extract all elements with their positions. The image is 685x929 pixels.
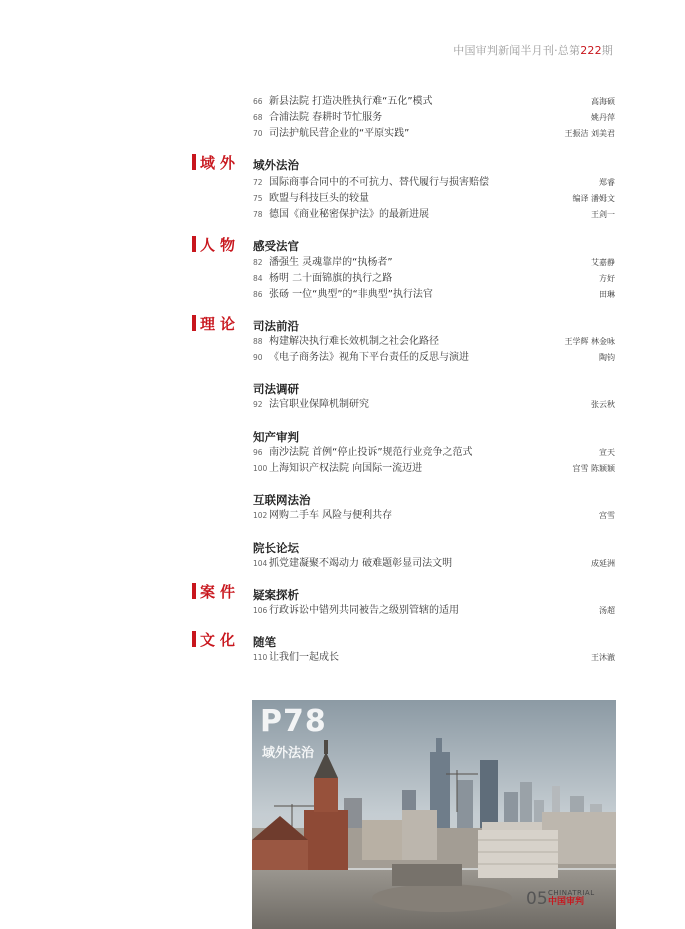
entry-author: 王剑一 — [591, 210, 615, 219]
entry-author: 宣天 — [599, 448, 615, 457]
photo-subtitle: 域外法治 — [262, 746, 315, 761]
section-title: 随笔 — [253, 635, 276, 649]
category-bar — [192, 631, 196, 647]
section-title: 互联网法治 — [253, 493, 311, 507]
issue-number: 222 — [580, 44, 602, 57]
entry-title: 合浦法院 春耕时节忙服务 — [269, 112, 383, 123]
toc-entry[interactable] — [253, 207, 615, 223]
entry-author: 方好 — [599, 274, 615, 283]
logo-line2: 中国审判 — [548, 897, 585, 907]
category-anjian: 案件 — [192, 583, 240, 601]
entry-author: 艾嘉静 — [591, 258, 615, 267]
page-ref: 82 — [253, 258, 263, 267]
toc-entry[interactable] — [253, 287, 615, 303]
entry-author: 王沐澈 — [591, 653, 615, 662]
page-ref: 84 — [253, 274, 263, 283]
toc-entry[interactable] — [253, 603, 615, 619]
toc-entry[interactable] — [253, 126, 615, 142]
toc-entry[interactable] — [253, 271, 615, 287]
page-ref: 90 — [253, 353, 263, 362]
page-ref: 96 — [253, 448, 263, 457]
entry-title: 上海知识产权法院 向国际一流迈进 — [269, 463, 423, 474]
magazine-logo — [548, 889, 595, 907]
page-ref: 78 — [253, 210, 263, 219]
toc-entry[interactable] — [253, 650, 615, 666]
entry-author: 陶钧 — [599, 353, 615, 362]
entry-author: 成延洲 — [591, 559, 615, 568]
category-bar — [192, 236, 196, 252]
toc-entry[interactable] — [253, 110, 615, 126]
entry-title: 让我们一起成长 — [269, 652, 339, 663]
entry-title: 张砀 一位“典型”的“非典型”执行法官 — [269, 289, 433, 300]
entry-author: 张云秋 — [591, 400, 615, 409]
toc-entry[interactable] — [253, 255, 615, 271]
page-ref: 104 — [253, 559, 268, 568]
section-title: 司法前沿 — [253, 319, 299, 333]
section-title: 域外法治 — [253, 158, 299, 172]
entry-title: 国际商事合同中的不可抗力、替代履行与损害赔偿 — [269, 177, 489, 188]
page-ref: 106 — [253, 606, 268, 615]
page-ref: 92 — [253, 400, 263, 409]
entry-title: 潘强生 灵魂靠岸的“执杨者” — [269, 257, 393, 268]
category-renwu: 人物 — [192, 236, 240, 254]
toc-entry[interactable] — [253, 508, 615, 524]
category-bar — [192, 315, 196, 331]
entry-title: 南沙法院 首例“停止投诉”规范行业竞争之范式 — [269, 447, 473, 458]
entry-author: 汤超 — [599, 606, 615, 615]
toc-entry[interactable] — [253, 94, 615, 110]
logo-line1: CHINATRIAL — [548, 889, 595, 897]
entry-title: 司法护航民营企业的“平原实践” — [269, 128, 410, 139]
header-suffix: 期 — [601, 44, 613, 57]
entry-title: 法官职业保障机制研究 — [269, 399, 369, 410]
category-wenhua: 文化 — [192, 631, 240, 649]
section-title: 知产审判 — [253, 430, 299, 444]
entry-author: 姚丹萍 — [591, 113, 615, 122]
toc-entry[interactable] — [253, 397, 615, 413]
category-yuwai: 域外 — [192, 154, 240, 172]
section-title: 疑案探析 — [253, 588, 299, 602]
section-title: 感受法官 — [253, 239, 299, 253]
page-ref: 102 — [253, 511, 268, 520]
entry-author: 编译 潘姆文 — [572, 194, 615, 203]
header-text: 中国审判新闻半月刊·总第 — [453, 44, 581, 57]
toc-entry[interactable] — [253, 461, 615, 477]
page-ref: 68 — [253, 113, 263, 122]
section-title: 院长论坛 — [253, 541, 299, 555]
toc-entry[interactable] — [253, 334, 615, 350]
page-ref: 88 — [253, 337, 263, 346]
entry-title: 《电子商务法》视角下平台责任的反思与演进 — [269, 352, 469, 363]
entry-author: 王学辉 林金咏 — [564, 337, 615, 346]
entry-author: 宫雪 — [599, 511, 615, 520]
entry-title: 杨明 二十面锦旗的执行之路 — [269, 273, 393, 284]
toc-entry[interactable] — [253, 445, 615, 461]
section-title: 司法调研 — [253, 382, 299, 396]
page-ref: 110 — [253, 653, 268, 662]
toc-entry[interactable] — [253, 191, 615, 207]
toc-entry[interactable] — [253, 556, 615, 572]
photo-page-label: P78 — [260, 704, 327, 739]
page-ref: 72 — [253, 178, 263, 187]
page-ref: 86 — [253, 290, 263, 299]
entry-title: 行政诉讼中错列共同被告之级别管辖的适用 — [269, 605, 459, 616]
entry-title: 抓党建凝聚不竭动力 破难题彰显司法文明 — [269, 558, 453, 569]
entry-title: 网购二手车 风险与便利共存 — [269, 510, 393, 521]
page-ref: 70 — [253, 129, 263, 138]
category-lilun: 理论 — [192, 315, 240, 333]
running-header — [453, 42, 613, 58]
toc-entry[interactable] — [253, 175, 615, 191]
entry-author: 王振洁 刘美君 — [564, 129, 615, 138]
entry-title: 德国《商业秘密保护法》的最新进展 — [269, 209, 429, 220]
page-ref: 100 — [253, 464, 268, 473]
entry-author: 郑睿 — [599, 178, 615, 187]
toc-entry[interactable] — [253, 350, 615, 366]
page-ref: 66 — [253, 97, 263, 106]
entry-author: 宫雪 陈颖颖 — [572, 464, 615, 473]
category-bar — [192, 154, 196, 170]
entry-title: 欧盟与科技巨头的较量 — [269, 193, 369, 204]
entry-title: 新县法院 打造决胜执行难“五化”模式 — [269, 96, 433, 107]
entry-title: 构建解决执行难长效机制之社会化路径 — [269, 336, 439, 347]
entry-author: 田琳 — [599, 290, 615, 299]
entry-author: 高海硕 — [591, 97, 615, 106]
page-ref: 75 — [253, 194, 263, 203]
category-bar — [192, 583, 196, 599]
page-number: 05 — [526, 889, 548, 909]
